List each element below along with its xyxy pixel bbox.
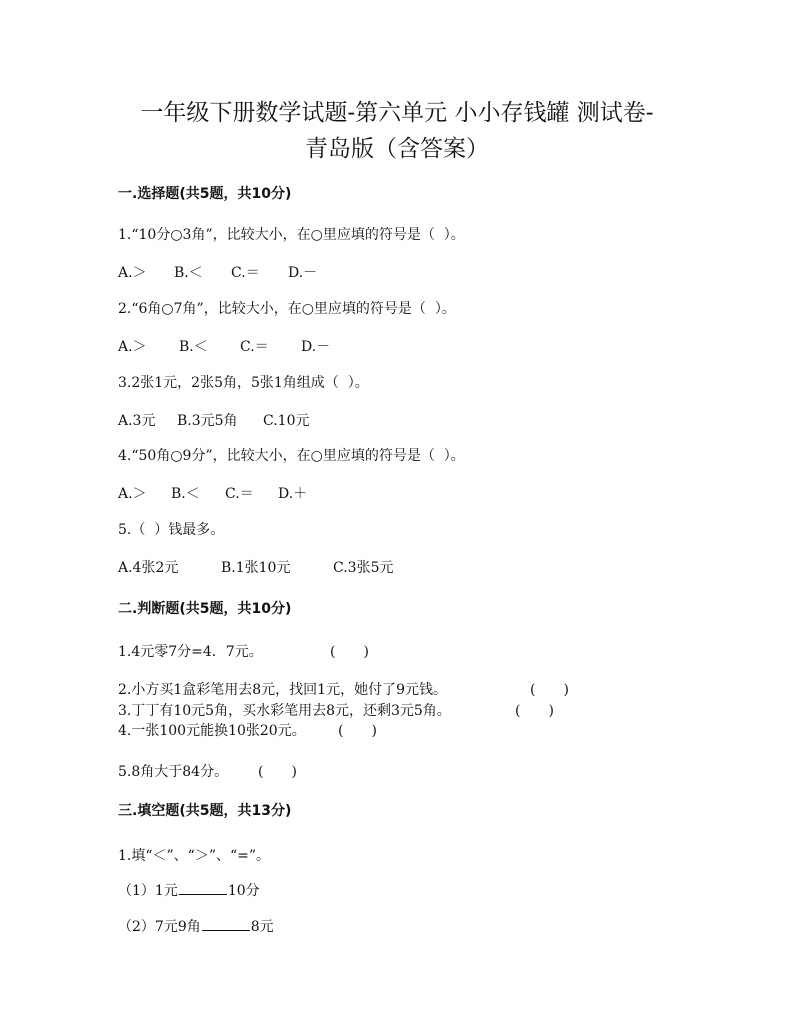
judge-question-4: 4.一张100元能换10张20元。 (118, 723, 306, 739)
answer-blank[interactable] (179, 880, 227, 895)
option-c: C.10元 (263, 413, 310, 429)
option-b: B.＜ (179, 339, 208, 355)
choice-question-1: 1.“10分○3角”，比较大小，在○里应填的符号是（ ）。 (118, 227, 465, 243)
option-c: C.＝ (240, 339, 269, 355)
answer-parentheses: ( ) (330, 644, 369, 660)
option-a: A.＞ (118, 486, 147, 502)
answer-parentheses: ( ) (530, 682, 569, 698)
answer-parentheses: ( ) (338, 723, 377, 739)
answer-parentheses: ( ) (258, 764, 297, 780)
fill-item-1 (118, 880, 260, 900)
fill-item-suffix: 8元 (250, 919, 274, 935)
option-c: C.＝ (231, 265, 260, 281)
judge-question-3: 3.丁丁有10元5角，买水彩笔用去8元，还剩3元5角。 (118, 703, 451, 719)
option-b: B.＜ (174, 265, 203, 281)
option-b: B.＜ (171, 486, 200, 502)
section-heading-choice: 一.选择题(共5题，共10分) (118, 186, 292, 202)
fill-item-suffix: 10分 (227, 883, 260, 899)
choice-question-4: 4.“50角○9分”，比较大小，在○里应填的符号是（ ）。 (118, 448, 465, 464)
option-a: A.4张2元 (118, 560, 179, 576)
choice-question-3: 3.2张1元，2张5角，5张1角组成（ ）。 (118, 375, 369, 391)
option-b: B.3元5角 (177, 413, 238, 429)
judge-question-1: 1.4元零7分=4．7元。 (118, 644, 263, 660)
choice-question-5: 5.（ ）钱最多。 (118, 522, 225, 538)
answer-parentheses: ( ) (515, 703, 554, 719)
option-d: D.＋ (278, 486, 308, 502)
option-d: D.－ (288, 265, 318, 281)
option-a: A.＞ (118, 339, 147, 355)
option-d: D.－ (301, 339, 331, 355)
page-title-line2: 青岛版（含答案） (305, 136, 489, 162)
choice-question-2: 2.“6角○7角”，比较大小，在○里应填的符号是（ ）。 (118, 301, 456, 317)
fill-item-prefix: （2）7元9角 (118, 919, 201, 935)
option-a: A.3元 (118, 413, 156, 429)
fill-item-2 (118, 916, 274, 936)
fill-item-prefix: （1）1元 (118, 883, 178, 899)
section-heading-judgement: 二.判断题(共5题，共10分) (118, 601, 292, 617)
section-heading-fill-in: 三.填空题(共5题，共13分) (118, 803, 292, 819)
page-title-line1: 一年级下册数学试题-第六单元 小小存钱罐 测试卷- (140, 100, 654, 126)
option-c: C.3张5元 (333, 560, 394, 576)
judge-question-2: 2.小方买1盒彩笔用去8元，找回1元，她付了9元钱。 (118, 682, 447, 698)
option-c: C.＝ (225, 486, 254, 502)
judge-question-5: 5.8角大于84分。 (118, 764, 229, 780)
option-b: B.1张10元 (221, 560, 291, 576)
answer-blank[interactable] (202, 916, 250, 931)
fill-question-1: 1.填“＜”、“＞”、“=”。 (118, 848, 271, 864)
option-a: A.＞ (118, 265, 147, 281)
